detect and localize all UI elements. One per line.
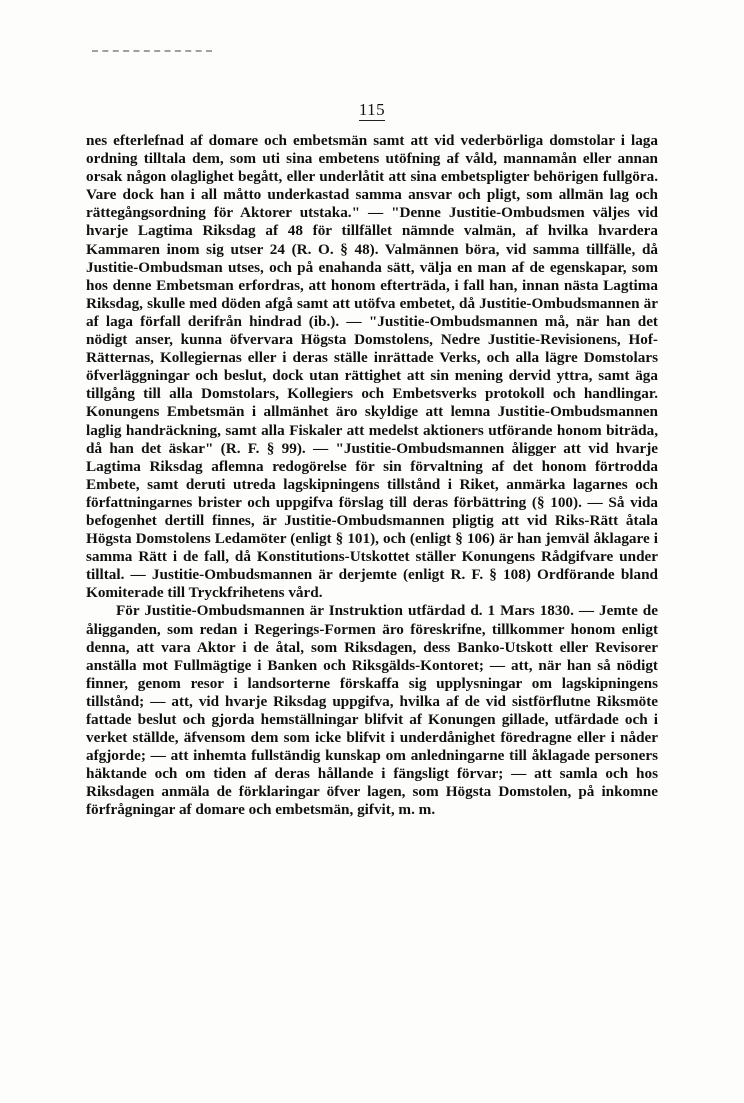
paragraph-1: nes efterlefnad af domare och embetsmän samt att vid vederbörliga domstolar i laga ordning tilltala dem, som uti sina embetens utöfning af våld, mannamån eller annan orsak någon olaglighet begått, eller underlåtit att sina embetspligter behörigen fullgöra. Vare dock han i all måtto underkastad samma ansvar och pligt, som allmän lag och rättegångsordning för Aktorer utstaka." — "Denne Justitie-Ombudsmen väljes vid hvarje Lagtima Riksdag af 48 för tillfället nämnde valmän, af hvilka hvardera Kammaren inom sig utser 24 (R. O. § 48). Valmännen böra, vid samma tillfälle, då Justitie-Ombudsman utses, och på enahanda sätt, välja en man af de egenskapar, som hos denne Embetsman erfordras, att honom efterträda, i fall han, innan nästa Lagtima Riksdag, skulle med döden afgå samt att utöfva embetet, då Justitie-Ombudsmannen är af laga förfall derifrån hindrad (ib.). — "Justitie-Ombudsmannen må, när han det nödigt anser, kunna öfvervara Högsta Domstolens, Nedre Justitie-Revisionens, Hof-Rätternas, Kollegiernas eller i deras ställe inrättade Verks, och alla lägre Domstolars öfverläggningar och beslut, dock utan rättighet att sin mening dervid yttra, samt äga tillgång till alla Domstolars, Kollegiers och Embetsverks protokoll och handlingar. Konungens Embetsmän i allmänhet äro skyldige att lemna Justitie-Ombudsmannen laglig handräckning, samt alla Fiskaler att medelst aktioners utförande honom biträda, då han det äskar" (R. F. § 99). — "Justitie-Ombudsmannen åligger att vid hvarje Lagtima Riksdag aflemna redogörelse för sin förvaltning af det honom förtrodda Embete, samt deruti utreda lagskipningens tillstånd i Riket, anmärka lagarnes och författningarnes brister och uppgifva förslag till deras förbättring (§ 100). — Så vida befogenhet dertill finnes, är Justitie-Ombudsmannen pligtig att vid Riks-Rätt åtala Högsta Domstolens Ledamöter (enligt § 101), och (enligt § 106) är han jemväl åklagare i samma Rätt i de fall, då Konstitutions-Utskottet ställer Konungens Rådgifvare under tilltal. — Justitie-Ombudsmannen är derjemte (enligt R. F. § 108) Ordförande bland Komiterade till Tryckfrihetens vård. xyxy=(86,132,658,602)
paragraph-2: För Justitie-Ombudsmannen är Instruktion utfärdad d. 1 Mars 1830. — Jemte de åligganden, som redan i Regerings-Formen äro föreskrifne, tillkommer honom enligt denna, att vara Aktor i de åtal, som Riksdagen, dess Banko-Utskott eller Revisorer anställa mot Fullmägtige i Banken och Riksgälds-Kontoret; — att, när han så nödigt finner, genom resor i landsorterne förskaffa sig upplysningar om lagskipningens tillstånd; — att, vid hvarje Riksdag uppgifva, hvilka af de vid sistförflutne Riksmöte fattade beslut och gjorda hemställningar blifvit af Konungen gillade, utfärdade och i verket ställde, äfvensom dem som icke blifvit i underdånighet föredragne eller i nåder afgjorde; — att inhemta fullständig kunskap om anledningarne till åklagade personers häktande och om tiden af deras hållande i fängsligt förvar; — att samla och hos Riksdagen anmäla de förklaringar öfver lagen, som Högsta Domstolen, på inkomne förfrågningar af domare och embetsmän, gifvit, m. m. xyxy=(86,602,658,819)
scan-artifact-line xyxy=(92,50,212,52)
page-number-text: 115 xyxy=(358,100,386,119)
page-body xyxy=(86,132,658,820)
page-number xyxy=(0,100,744,120)
